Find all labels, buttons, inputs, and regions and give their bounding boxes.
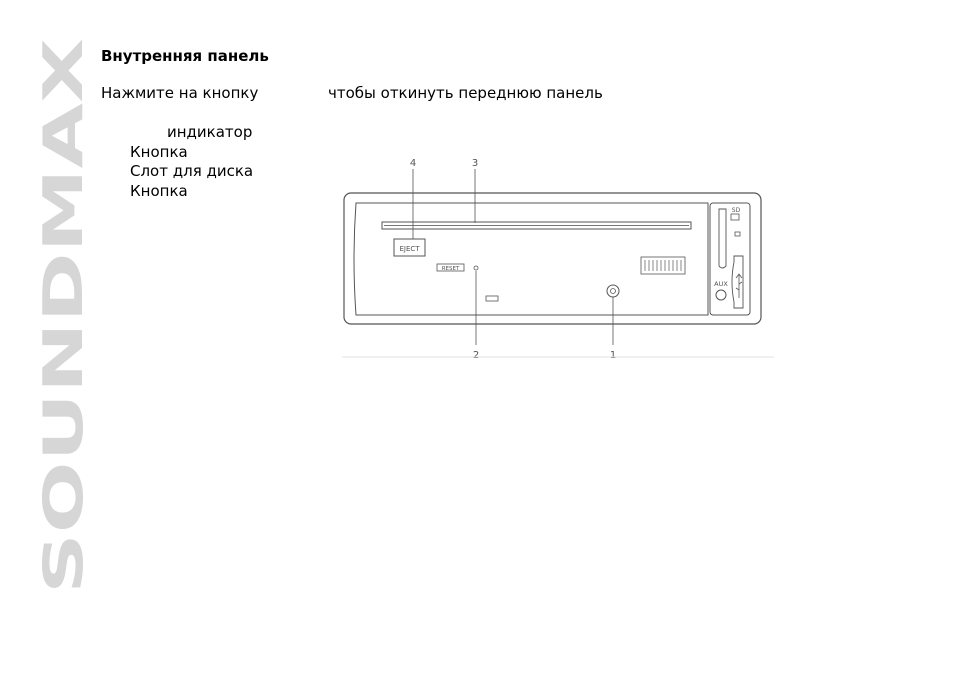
legend-item-4: Кнопка <box>130 182 188 200</box>
callout-4: 4 <box>409 158 417 169</box>
round-button-outer <box>607 285 619 297</box>
device-diagram-svg <box>338 152 778 366</box>
round-button-inner <box>611 289 616 294</box>
connector-grille <box>641 257 685 274</box>
aux-jack <box>716 290 726 300</box>
sd-lock-icon <box>731 214 739 220</box>
legend-item-3: Слот для диска <box>130 162 254 180</box>
device-diagram <box>338 152 778 366</box>
usb-icon <box>736 274 742 298</box>
instruction-part2: чтобы откинуть переднюю панель <box>328 84 603 102</box>
brand-watermark-svg <box>32 36 95 596</box>
callout-1: 1 <box>609 350 617 361</box>
eject-label: EJECT <box>399 245 420 253</box>
brand-watermark <box>32 36 95 596</box>
small-slot <box>486 296 498 301</box>
sd-indicator <box>735 232 740 236</box>
sd-slot <box>719 209 726 268</box>
side-block <box>710 203 750 315</box>
legend-item-2: Кнопка <box>130 143 188 161</box>
sd-label: SD <box>731 207 741 214</box>
legend-item-1: индикатор <box>167 123 253 141</box>
callout-2: 2 <box>472 350 480 361</box>
aux-label: AUX <box>714 280 728 288</box>
reset-label: RESET <box>441 266 460 272</box>
panel-inner <box>354 203 708 315</box>
instruction-part1: Нажмите на кнопку <box>101 84 259 102</box>
panel-outer <box>344 193 761 324</box>
indicator-led <box>474 266 478 270</box>
section-title: Внутренняя панель <box>101 47 269 65</box>
callout-3: 3 <box>471 158 479 169</box>
brand-text: SOUNDMAX <box>32 238 95 594</box>
